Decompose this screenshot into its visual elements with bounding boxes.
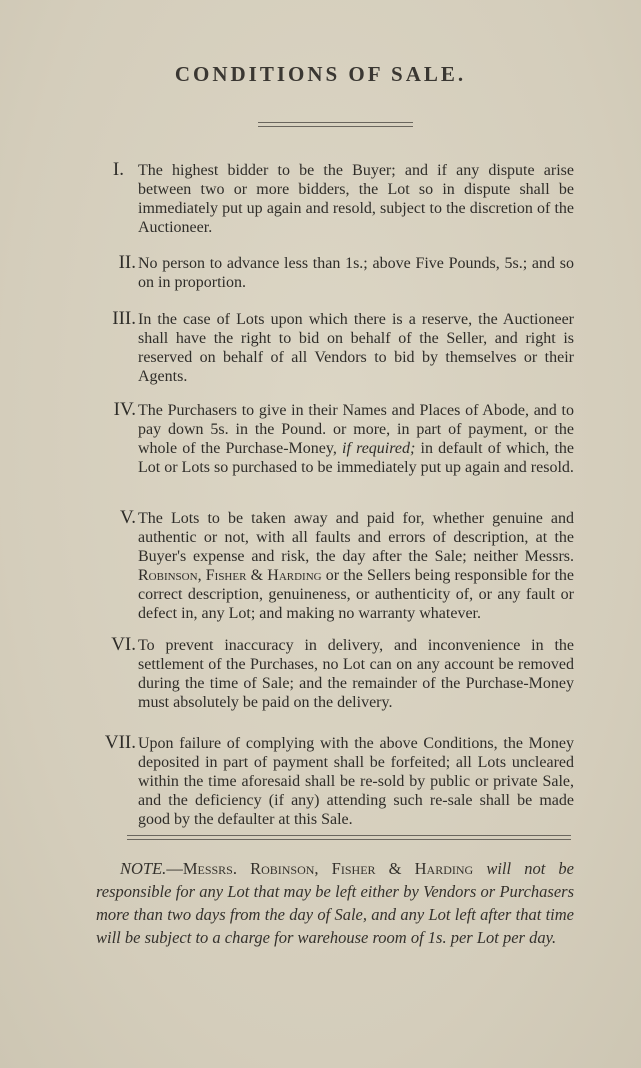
condition-text-part: or the Sellers being responsible for the correct description, genuineness, or authenticity of, or any fault or defect in, any Lot; and making no warranty whatever. bbox=[138, 567, 575, 622]
condition-numeral: IV. bbox=[113, 399, 136, 420]
condition-numeral: VI. bbox=[111, 634, 136, 655]
firm-name: Robinson, Fisher & Harding bbox=[138, 567, 322, 584]
condition-numeral: III. bbox=[112, 308, 136, 329]
condition-numeral: I. bbox=[112, 159, 124, 180]
note-divider bbox=[127, 835, 571, 840]
condition-text-content: To prevent inaccuracy in delivery, and inconvenience in the settlement of the Purchases, no Lot can on any account be removed during the time of Sale; and the remainder of the Purchase-Money must absolutely be paid on the delivery. bbox=[138, 637, 574, 711]
condition-text-content: The highest bidder to be the Buyer; and if any dispute arise between two or more bidders, the Lot so in dispute shall be immediately put up again and resold, subject to the discretion of the Auctioneer. bbox=[138, 162, 574, 236]
condition-text-part: The Purchasers to give in their Names and Places of Abode, and to pay down 5s. in the Pound. or more, in part of payment, or the whole of the Purchase-Money, bbox=[138, 402, 574, 457]
note-label: NOTE. bbox=[120, 859, 167, 878]
condition-text bbox=[138, 401, 574, 477]
condition-text bbox=[138, 254, 574, 292]
condition-text-content: Upon failure of complying with the above Conditions, the Money deposited in part of payment shall be forfeited; all Lots uncleared within the time aforesaid shall be re-sold by public or private Sale, and the deficiency (if any) attending such re-sale shall be made good by the defaulter at this Sale. bbox=[138, 735, 574, 828]
note-dash: — bbox=[166, 859, 183, 878]
condition-text bbox=[138, 636, 574, 712]
condition-numeral: II. bbox=[118, 252, 136, 273]
condition-numeral: VII. bbox=[104, 732, 136, 753]
note-paragraph bbox=[96, 857, 574, 949]
condition-text bbox=[138, 734, 574, 829]
condition-text-part: The Lots to be taken away and paid for, whether genuine and authentic or not, with all faults and errors of description, at the Buyer's expense and risk, the day after the Sale; neither Messrs. bbox=[138, 510, 574, 565]
condition-text-content: No person to advance less than 1s.; above Five Pounds, 5s.; and so on in proportion. bbox=[138, 255, 574, 291]
condition-text-emphasis: if required; bbox=[342, 440, 416, 457]
condition-text bbox=[138, 161, 574, 237]
note-text: will not be responsible for any Lot that may be left either by Vendors or Purchasers more than two days from the day of Sale, and any Lot left after that time will be subject to a charge for warehouse room of 1s. per Lot per day. bbox=[96, 859, 574, 947]
page-title: CONDITIONS OF SALE. bbox=[174, 62, 467, 86]
condition-text-content: In the case of Lots upon which there is a reserve, the Auctioneer shall have the right to bid on behalf of the Seller, and right is reserved on behalf of all Vendors to bid by themselves or their Agents. bbox=[138, 311, 574, 385]
condition-numeral: V. bbox=[119, 507, 136, 528]
condition-text bbox=[138, 310, 574, 386]
condition-text bbox=[138, 509, 574, 623]
title-divider bbox=[258, 122, 413, 127]
firm-name: Messrs. Robinson, Fisher & Harding bbox=[182, 859, 474, 878]
condition-text-part: in default of which, the Lot or Lots so purchased to be immediately put up again and resold. bbox=[138, 440, 575, 476]
